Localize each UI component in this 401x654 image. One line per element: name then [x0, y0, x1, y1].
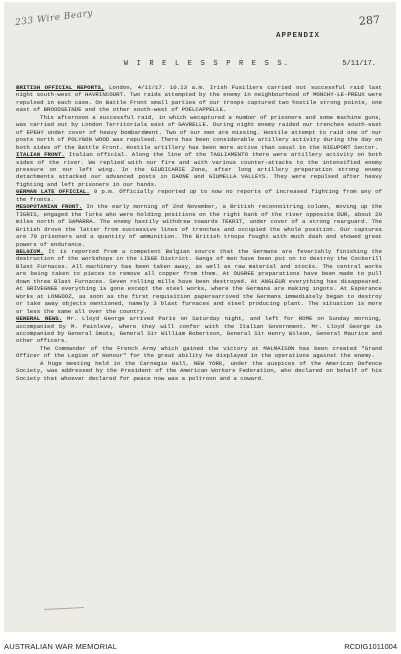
paragraph-heading: GENERAL NEWS. [16, 315, 63, 323]
paragraph-text: Mr. Lloyd George arrived Paris on Saturday night, and left for ROME on Sunday morning, accompanied by M. Painleve, where they will confer with the Italian Government. Mr. Lloyd George is accompanied by General Smuts, General Sir William Robertson, General Sir Henry Wilson, General Maurice and other officers. [16, 315, 382, 345]
document-date: 5/11/17. [342, 60, 376, 68]
document-body [16, 84, 382, 382]
document-page [4, 2, 396, 632]
archive-name: AUSTRALIAN WAR MEMORIAL [4, 642, 118, 651]
paragraph-heading: BRITISH OFFICIAL REPORTS, [16, 84, 105, 91]
paragraph [16, 203, 382, 248]
paragraph [16, 151, 382, 188]
paragraph [16, 188, 382, 203]
document-title: W I R E L E S S P R E S S. [123, 60, 291, 68]
paragraph-text: A huge meeting held in the Carnegie Hall, NEW YORK, under the auspices of the American Defence Society, was addressed by the President of the American Workers Federation, who declared on behalf of his Society that whoever declared for peace now was a poltroon and a coward. [16, 359, 382, 382]
paragraph-text: 9 p.m. Officially reported up to now no reports of increased fighting from any of the fronts. [16, 188, 382, 203]
paragraph [16, 360, 382, 382]
paragraph [16, 345, 382, 360]
paragraph-heading: BELGIUM. [16, 247, 44, 255]
paragraph-text: Italian official. Along the line of the TAGLIAMENTO there were artillery activity on both sides of the river. We replied with our fire and with various counter-attacks to the intensified enemy pressure on our left wing. In the GIUDICARIE Zone, after long artillery preparation strong enemy detachments attacked our advanced posts in DAONE and GIUMELLA VALLEYS. They were repulsed after heavy fighting and left prisoners in our hands. [16, 151, 382, 188]
paragraph-text: It is reported from a competent Belgian source that the Germans are feverishly finishing the destruction of the workshops in the LIEGE District. Gangs of men have been put on to destroy the Cockerill Blast Furnaces. All machinery has been taken away, as well as raw material and stocks. The central works are being taken to pieces to remove all copper from them. At OUGREE preparations have been made to pull down three Blast Furnaces. Seven rolling mills have been destroyed. At ANGLEUR everything has disappeared. At GRIVEGNEE everything is gone except the steel works, where the Germans are making ingots. At Esperance Works at LONGDOZ, as soon as the first requisition papersarrived the Germans immediately began to destroy or take away objects mentioned, namely 3 blast furnaces and steel producing plant. The situation is more or less the same all over the country. [16, 247, 382, 315]
handwritten-reference: 233 Wire Beary [14, 8, 94, 29]
paragraph [16, 114, 382, 151]
archive-id: RCDIG1011004 [344, 642, 397, 651]
paragraph-heading: ITALIAN FRONT. [16, 151, 65, 159]
paragraph-text: This afternoon a successful raid, in which wecaptured a number of prisoners and some machine guns, was carried out by London Territorials east of GAVRELLE. During night enemy raided our trenches south-east of EPEHY under cover of heavy bombardment. Two of our men are missing. Hostile attempt to raid one of our posts north of POLYGON WOOD was repulsed. There has been considerable artillery activity during the day on both sides of the Battle Front. Hostile artillery has been more active than usual in the NIEUPORT Sector. [16, 113, 382, 151]
paragraph-heading: GERMAN LATE OFFICIAL. [16, 188, 90, 196]
paragraph [16, 315, 382, 345]
paragraph-text: The Commander of the French Army which gained the victory at MALMAISON has been created "Grand Officer of the Legion of Honour" for the great ability he displayed in the operations against the enemy. [16, 344, 382, 360]
paragraph-text: In the early morning of 2nd November, a British reconnoitring column, moving up the TIGRIS, engaged the Turks who were holding positions on the right bank of the river opposite DUR, about 20 miles north of SAMARRA. The enemy hastily withdrew towards TEKRIT, under cover of a strong rearguard. The British drove the latter from successive lines of trenches and occupied the whole position. Our captures are 79 prisoners and a quantity of ammunition. The British troops fought with much dash and showed great powers of endurance. [16, 203, 383, 248]
folio-number: 287 [358, 13, 381, 28]
paragraph [16, 248, 382, 315]
archive-footer [0, 632, 401, 654]
appendix-label: APPENDIX [275, 32, 320, 40]
paragraph-text: London, 4/11/17. 10.13 a.m. Irish Fusiliers carried out successful raid last night south-west of HAVRINCOURT. Two raids attempted by the enemy in neighbourhood of MONCHY-LE-PREUX were repulsed in each case. On Battle Front small parties of our troops captured two hostile strong points, one east of BROODSEINDE and the other south-west of POELCAPPELLE. [16, 84, 383, 114]
paragraph-heading: MESOPOTAMIAN FRONT. [16, 203, 83, 211]
pencil-mark [44, 601, 84, 610]
paragraph [16, 84, 382, 114]
